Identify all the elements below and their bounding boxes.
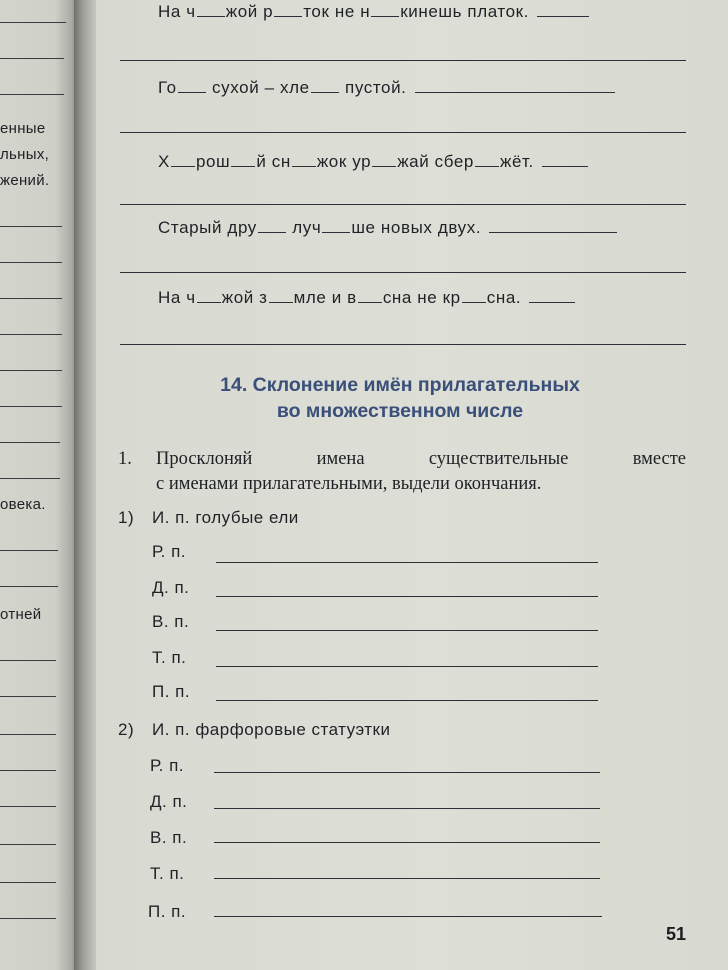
- left-page-edge: [0, 0, 78, 970]
- proverb-line: [158, 288, 576, 308]
- letter-blank[interactable]: [322, 218, 350, 233]
- letter-blank[interactable]: [231, 152, 255, 167]
- proverb-text: жок ур: [316, 152, 372, 171]
- left-text-fragment: льных,: [0, 146, 50, 163]
- nominative-case: И. п. фарфоровые статуэтки: [152, 720, 391, 739]
- letter-blank[interactable]: [537, 2, 589, 17]
- proverb-line: [158, 152, 589, 172]
- proverb-text: рош: [195, 152, 231, 171]
- task-text: Просклоняй имена существительные вместе: [156, 449, 686, 469]
- answer-line[interactable]: [216, 700, 598, 701]
- case-label: В. п.: [150, 828, 188, 847]
- letter-blank[interactable]: [358, 288, 382, 303]
- group-number: 2): [118, 720, 135, 739]
- proverb-text: На ч: [158, 2, 196, 21]
- left-writing-line: [0, 844, 56, 845]
- left-writing-line: [0, 22, 66, 23]
- case-label: Р. п.: [150, 756, 185, 775]
- left-writing-line: [0, 370, 62, 371]
- left-writing-line: [0, 918, 56, 919]
- proverb-text: Старый дру: [158, 218, 257, 237]
- proverb-text: жой з: [221, 288, 268, 307]
- letter-blank[interactable]: [197, 288, 221, 303]
- letter-blank[interactable]: [171, 152, 195, 167]
- case-label: Р. п.: [152, 542, 187, 561]
- left-text-fragment: отней: [0, 606, 42, 623]
- left-writing-line: [0, 660, 56, 661]
- answer-line[interactable]: [214, 772, 600, 773]
- left-writing-line: [0, 442, 60, 443]
- answer-line[interactable]: [529, 288, 575, 303]
- answer-line[interactable]: [542, 152, 588, 167]
- letter-blank[interactable]: [462, 288, 486, 303]
- left-writing-line: [0, 770, 56, 771]
- proverb-text: сухой – хле: [206, 78, 310, 97]
- proverb-text: мле и в: [293, 288, 357, 307]
- task-text: с именами прилагательными, выдели окончания.: [156, 474, 542, 494]
- case-label: П. п.: [148, 902, 187, 921]
- case-label: В. п.: [152, 612, 190, 631]
- answer-line[interactable]: [216, 666, 598, 667]
- letter-blank[interactable]: [274, 2, 302, 17]
- left-writing-line: [0, 406, 62, 407]
- left-writing-line: [0, 586, 58, 587]
- left-writing-line: [0, 226, 62, 227]
- proverb-text: пустой.: [339, 78, 407, 97]
- case-label: Д. п.: [152, 578, 190, 597]
- letter-blank[interactable]: [371, 2, 399, 17]
- left-writing-line: [0, 298, 62, 299]
- left-writing-line: [0, 262, 62, 263]
- proverb-text: сна.: [486, 288, 522, 307]
- answer-line[interactable]: [120, 204, 686, 205]
- left-text-fragment: овека.: [0, 496, 46, 513]
- left-writing-line: [0, 550, 58, 551]
- answer-line[interactable]: [120, 272, 686, 273]
- proverb-text: кинешь платок.: [400, 2, 530, 21]
- section-title-line: 14. Склонение имён прилагательных: [220, 374, 580, 396]
- answer-line[interactable]: [216, 630, 598, 631]
- answer-line[interactable]: [216, 562, 598, 563]
- proverb-text: жай сбер: [397, 152, 474, 171]
- answer-line[interactable]: [214, 916, 602, 917]
- proverb-line: [158, 78, 616, 98]
- letter-blank[interactable]: [178, 78, 206, 93]
- letter-blank[interactable]: [292, 152, 316, 167]
- answer-line[interactable]: [214, 878, 600, 879]
- letter-blank[interactable]: [311, 78, 339, 93]
- left-text-fragment: енные: [0, 120, 46, 137]
- answer-line[interactable]: [214, 842, 600, 843]
- letter-blank[interactable]: [372, 152, 396, 167]
- left-writing-line: [0, 696, 56, 697]
- left-writing-line: [0, 334, 62, 335]
- proverb-text: жёт.: [500, 152, 534, 171]
- answer-line[interactable]: [216, 596, 598, 597]
- case-label: Т. п.: [152, 648, 187, 667]
- proverb-line: [158, 218, 618, 238]
- proverb-text: луч: [286, 218, 322, 237]
- left-writing-line: [0, 478, 60, 479]
- book-gutter: [74, 0, 96, 970]
- proverb-text: сна не кр: [382, 288, 461, 307]
- left-writing-line: [0, 882, 56, 883]
- section-title: [120, 372, 680, 424]
- proverb-line: [158, 2, 590, 22]
- section-title-line: во множественном числе: [276, 400, 524, 422]
- answer-line[interactable]: [489, 218, 617, 233]
- proverb-text: Х: [158, 152, 170, 171]
- letter-blank[interactable]: [197, 2, 225, 17]
- letter-blank[interactable]: [475, 152, 499, 167]
- left-text-fragment: жений.: [0, 172, 50, 189]
- left-writing-line: [0, 734, 56, 735]
- answer-line[interactable]: [120, 344, 686, 345]
- proverb-text: Го: [158, 78, 177, 97]
- proverb-text: й сн: [256, 152, 291, 171]
- task-number: 1.: [118, 449, 132, 469]
- proverb-text: ток не н: [303, 2, 371, 21]
- letter-blank[interactable]: [269, 288, 293, 303]
- page-number: 51: [666, 924, 687, 944]
- answer-line[interactable]: [214, 808, 600, 809]
- case-label: П. п.: [152, 682, 191, 701]
- nominative-case: И. п. голубые ели: [152, 508, 299, 527]
- left-writing-line: [0, 806, 56, 807]
- letter-blank[interactable]: [258, 218, 286, 233]
- proverb-text: На ч: [158, 288, 196, 307]
- proverb-text: ше новых двух.: [351, 218, 482, 237]
- case-label: Т. п.: [150, 864, 185, 883]
- group-number: 1): [118, 508, 135, 527]
- answer-line[interactable]: [120, 60, 686, 61]
- left-writing-line: [0, 94, 64, 95]
- answer-line[interactable]: [415, 78, 615, 93]
- case-label: Д. п.: [150, 792, 188, 811]
- proverb-text: жой р: [225, 2, 274, 21]
- left-writing-line: [0, 58, 64, 59]
- answer-line[interactable]: [120, 132, 686, 133]
